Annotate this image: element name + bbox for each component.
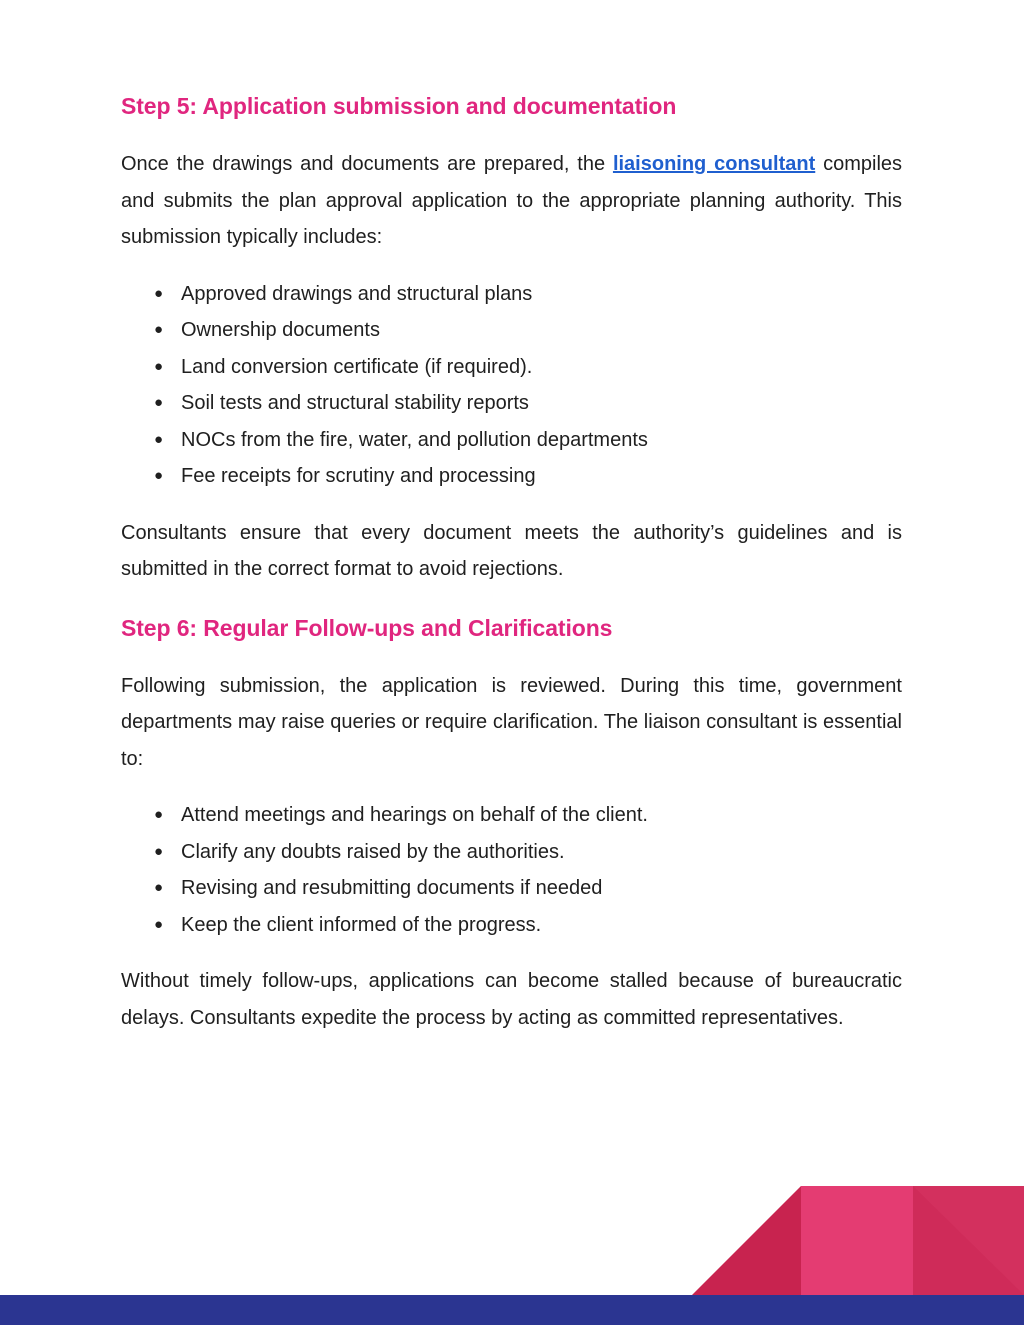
- list-item-text: Land conversion certificate (if required).: [181, 355, 533, 378]
- list-item-text: Attend meetings and hearings on behalf of the client.: [181, 804, 648, 826]
- bullet-icon: ●: [154, 879, 164, 896]
- step5-intro-after-link: compiles and submits the plan approval application to the appropriate planning authority. This submission typically includes:: [121, 153, 903, 248]
- list-item-text: Soil tests and structural stability reports: [181, 392, 529, 414]
- list-item-text: Clarify any doubts raised by the authorities.: [181, 840, 565, 863]
- footer-bar: [0, 1295, 1024, 1325]
- step5-intro-before-link: Once the drawings and documents are prepared, the: [121, 153, 613, 175]
- deco-square-middle: [801, 1186, 913, 1295]
- bullet-icon: ●: [154, 430, 164, 448]
- list-item-text: Revising and resubmitting documents if needed: [181, 877, 603, 899]
- step5-heading: Step 5: Application submission and documentation: [121, 93, 677, 119]
- step5-closing-paragraph: Consultants ensure that every document meets the authority’s guidelines and is submitted in the correct format to avoid rejections.: [121, 521, 902, 580]
- bullet-icon: ●: [154, 357, 164, 375]
- step6-closing-paragraph: Without timely follow-ups, applications can become stalled because of bureaucratic delays. Consultants expedite the process by acting as committed representatives.: [121, 970, 902, 1029]
- bullet-icon: ●: [154, 467, 164, 484]
- list-item-text: Approved drawings and structural plans: [181, 282, 533, 305]
- bullet-icon: ●: [154, 284, 164, 302]
- list-item-text: Keep the client informed of the progress.: [181, 913, 542, 936]
- list-item-text: Ownership documents: [181, 319, 380, 341]
- bullet-icon: ●: [154, 915, 164, 933]
- deco-triangle-left: [692, 1186, 801, 1295]
- bullet-icon: ●: [154, 394, 164, 411]
- step6-heading: Step 6: Regular Follow-ups and Clarifications: [121, 614, 613, 641]
- bullet-icon: ●: [154, 842, 164, 860]
- liaisoning-consultant-link[interactable]: liaisoning consultant: [612, 153, 816, 175]
- bullet-icon: ●: [154, 321, 164, 338]
- list-item-text: Fee receipts for scrutiny and processing: [181, 465, 536, 487]
- step6-intro-paragraph: Following submission, the application is reviewed. During this time, government departments may raise queries or require clarification. The liaison consultant is essential to:: [121, 674, 902, 770]
- bullet-icon: ●: [154, 806, 164, 823]
- list-item-text: NOCs from the fire, water, and pollution departments: [181, 428, 648, 451]
